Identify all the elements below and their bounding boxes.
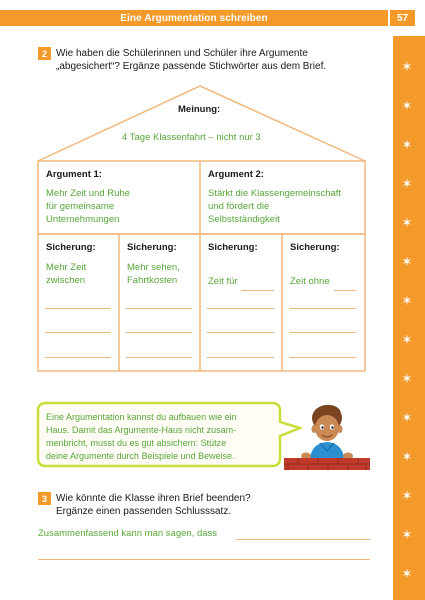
opinion-value: 4 Tage Klassenfahrt – nicht nur 3 [122,132,261,143]
safeguard-1-label: Sicherung: [46,242,96,253]
star-icon: ✶ [401,410,413,425]
star-icon: ✶ [401,332,413,347]
star-icon: ✶ [401,176,413,191]
star-icon: ✶ [401,59,413,74]
opinion-label: Meinung: [178,104,221,115]
tip-line: Haus. Damit das Argumente-Haus nicht zusam- [46,425,237,435]
argument-line: Unternehmungen [46,214,120,225]
page-number-text: 57 [396,12,409,24]
safeguard-line: Mehr Zeit [46,262,87,273]
tip-line: menbricht, musst du es gut absichern: Stütze [46,438,227,448]
safeguard-4-label: Sicherung: [290,242,340,253]
star-icon: ✶ [401,566,413,581]
task-number-badge [38,492,51,505]
argument-line: und fördert die [208,201,270,212]
instruction-line: Wie haben die Schülerinnen und Schüler ihre Argumente [56,48,308,59]
safeguard-2-label: Sicherung: [127,242,177,253]
star-icon: ✶ [401,488,413,503]
star-icon: ✶ [401,98,413,113]
task-number: 2 [41,48,47,59]
star-icon: ✶ [401,527,413,542]
argument-line: Stärkt die Klassengemeinschaft [208,188,342,199]
star-icon: ✶ [401,137,413,152]
argument-line: Mehr Zeit und Ruhe [46,188,130,199]
argument-line: Selbstständigkeit [208,214,280,225]
chapter-title: Eine Argumentation schreiben [120,12,268,24]
star-icon: ✶ [401,215,413,230]
safeguard-line: Mehr sehen, [127,262,180,273]
safeguard-line: Fahrtkosten [127,275,178,286]
star-icon: ✶ [401,254,413,269]
safeguard-line: zwischen [46,275,86,286]
instruction-line: Ergänze einen passenden Schlusssatz. [56,506,232,517]
task-instruction [56,492,251,518]
star-icon: ✶ [401,449,413,464]
tip-line: Eine Argumentation kannst du aufbauen wie ein [46,412,237,422]
safeguard-3-label: Sicherung: [208,242,258,253]
answer-starter: Zusammenfassend kann man sagen, dass [38,528,218,539]
tip-line: deine Argumente durch Beispiele und Beweise. [46,451,235,461]
instruction-line: Wie könnte die Klasse ihren Brief beenden? [56,493,251,504]
safeguard-line: Zeit für [208,276,238,287]
argument-line: für gemeinsame [46,201,115,212]
argument-2-label: Argument 2: [208,169,264,180]
answer-write-line[interactable] [236,539,370,540]
star-icon: ✶ [401,293,413,308]
argument-1-label: Argument 1: [46,169,102,180]
star-icon: ✶ [401,371,413,386]
safeguard-line: Zeit ohne [290,276,330,287]
task-number: 3 [41,493,47,504]
answer-write-line[interactable] [38,559,370,560]
instruction-line: „abgesichert“? Ergänze passende Stichwörter aus dem Brief. [56,61,327,72]
